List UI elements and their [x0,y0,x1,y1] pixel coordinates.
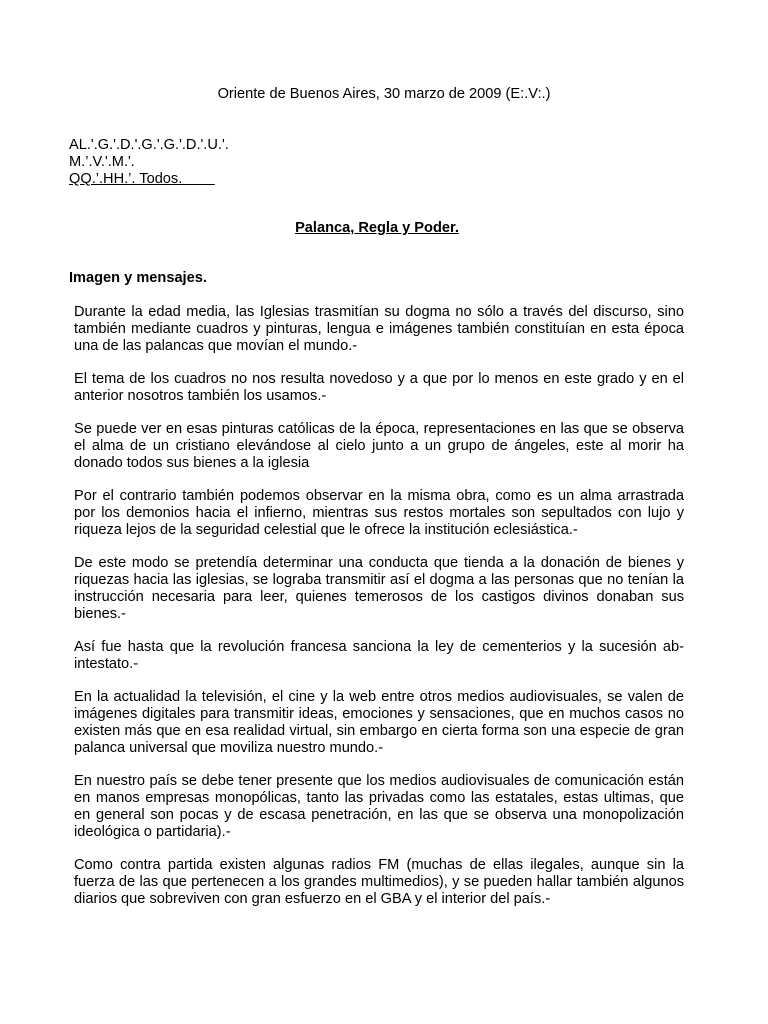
paragraph: Durante la edad media, las Iglesias trasmitían su dogma no sólo a través del discurso, sino también mediante cuadros y pinturas, lengua e imágenes también constituían en esta época una de las palancas que movían el mundo.- [74,304,684,354]
paragraph: En nuestro país se debe tener presente que los medios audiovisuales de comunicación están en manos empresas monopólicas, tanto las privadas como las estatales, estas ultimas, que en general son pocas y de escasa penetración, en las que se observa una monopolización ideológica o partidaria).- [74,773,684,840]
paragraph: De este modo se pretendía determinar una conducta que tienda a la donación de bienes y riquezas hacia las iglesias, se lograba transmitir así el dogma a las personas que no tenían la instrucción necesaria para leer, quienes temerosos de los castigos divinos donaban sus bienes.- [74,555,684,622]
section-heading: Imagen y mensajes. [69,270,207,286]
paragraph: Como contra partida existen algunas radios FM (muchas de ellas ilegales, aunque sin la fuerza de las que pertenecen a los grandes multimedios), y se pueden hallar también algunos diarios que sobreviven con gran esfuerzo en el GBA y el interior del país.- [74,857,684,907]
paragraph: Así fue hasta que la revolución francesa sanciona la ley de cementerios y la sucesión ab- intestato.- [74,639,684,672]
paragraph: En la actualidad la televisión, el cine y la web entre otros medios audiovisuales, se valen de imágenes digitales para transmitir ideas, emociones y sensaciones, que en muchos casos no existen más que en esa realidad virtual, sin embargo en cierta forma son una especie de gran palanca universal que moviliza nuestro mundo.- [74,689,684,756]
body-text [74,304,684,924]
salutation-line-3: QQ.’.HH.’. Todos. [69,171,215,187]
paragraph: Por el contrario también podemos observar en la misma obra, como es un alma arrastrada por los demonios hacia el infierno, mientras sus restos mortales son sepultados con lujo y riqueza lejos de la seguridad celestial que le ofrece la institución eclesiástica.- [74,488,684,538]
document-title: Palanca, Regla y Poder. [295,220,459,236]
date-line: Oriente de Buenos Aires, 30 marzo de 2009 (E:.V:.) [217,86,551,102]
paragraph: El tema de los cuadros no nos resulta novedoso y a que por lo menos en este grado y en el anterior nosotros también los usamos.- [74,371,684,404]
salutation-line-2: M.’.V.'.M.'. [69,154,135,170]
salutation-block [69,137,469,188]
salutation-line-1: AL.'.G.'.D.'.G.'.G.'.D.'.U.'. [69,137,229,153]
paragraph: Se puede ver en esas pinturas católicas de la época, representaciones en las que se observa el alma de un cristiano elevándose al cielo junto a un grupo de ángeles, este al morir ha donado todos sus bienes a la iglesia [74,421,684,471]
